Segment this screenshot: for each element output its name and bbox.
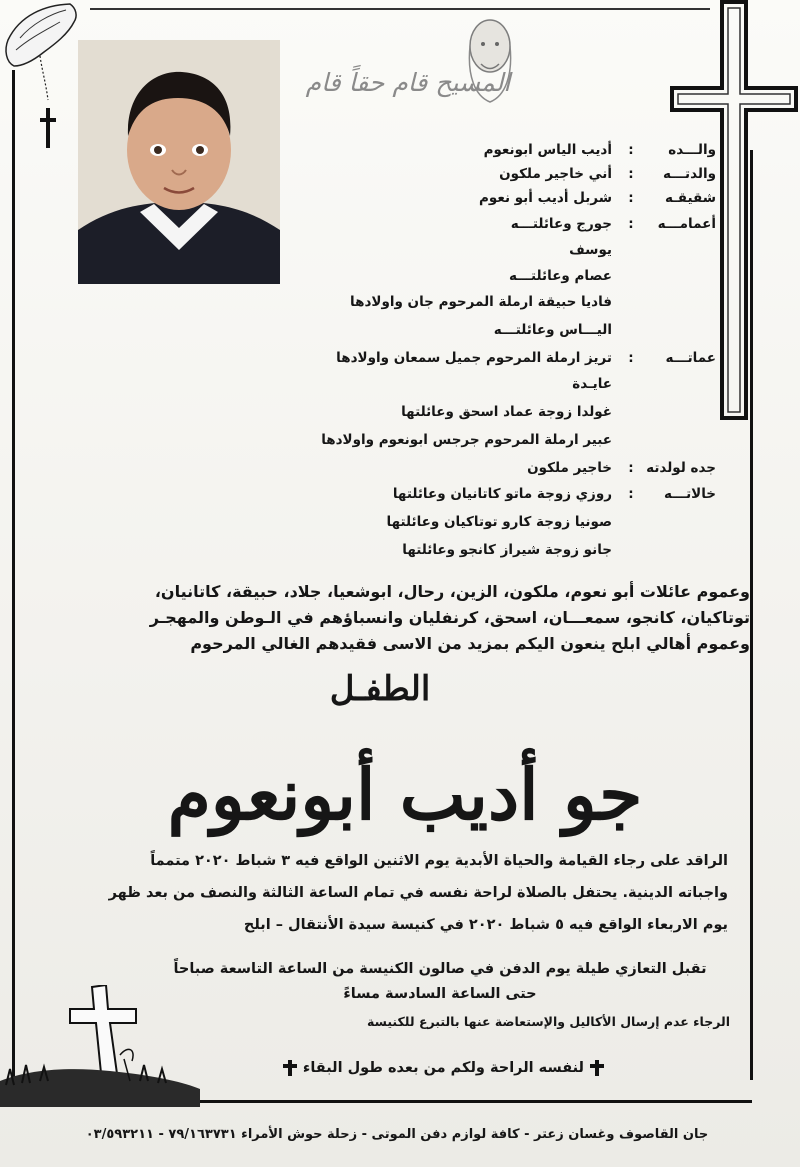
praying-hands-icon <box>0 0 90 164</box>
service-line: يوم الاربعاء الواقع فيه ٥ شباط ٢٠٢٠ في كنيسة سيدة الأنتقال – ابلح <box>243 917 728 933</box>
service-line: واجباته الدينية. يحتفل بالصلاة لراحة نفسه في تمام الساعة الثالثة والنصف من بعد ظهر <box>108 885 728 901</box>
funeral-service-details <box>40 845 728 941</box>
relative-name: خاجير ملكون <box>527 460 612 476</box>
relation-label: جده لولدته <box>646 460 716 476</box>
rosary-cross-icon <box>40 56 56 148</box>
relative-name: تريز ارملة المرحوم جميل سمعان واولادها <box>336 350 612 366</box>
condolences-line: تقبل التعازي طيلة يوم الدفن في صالون الكنيسة من الساعة التاسعة صباحاً <box>173 961 707 977</box>
relative-name: صونيا زوجة كارو توتاكيان وعائلتها <box>386 514 612 530</box>
relation-label: والـــده <box>668 142 716 158</box>
mourning-line: وعموم أهالي ابلح ينعون اليكم بمزيد من الاسى فقيدهم الغالي المرحوم <box>190 634 750 653</box>
relative-name: غولدا زوجة عماد اسحق وعائلتها <box>401 404 612 420</box>
small-cross-icon <box>283 1060 297 1076</box>
deceased-name: جو أديب أبونعوم <box>167 753 643 836</box>
condolences-line: حتى الساعة السادسة مساءً <box>343 986 537 1002</box>
relation-label: عماتـــه <box>665 350 716 366</box>
prayer-text: لنفسه الراحة ولكم من بعده طول البقاء <box>302 1060 584 1076</box>
closing-prayer <box>200 1060 604 1076</box>
top-rule <box>90 8 710 10</box>
relation-label: خالاتـــه <box>664 486 716 502</box>
relative-name: شربل أديب أبو نعوم <box>478 190 612 206</box>
relative-name: فاديا حبيقة ارملة المرحوم جان واولادها <box>350 294 612 310</box>
small-cross-icon <box>590 1060 604 1076</box>
frame-left-border <box>12 70 15 1100</box>
relation-label: والدتـــه <box>663 166 716 182</box>
mourning-families <box>40 579 750 657</box>
relative-name: عايـدة <box>572 376 612 392</box>
flowers-notice: الرجاء عدم إرسال الأكاليل والإستعاضة عنها بالتبرع للكنيسة <box>367 1014 730 1029</box>
relation-label: أعمامـــه <box>657 216 716 232</box>
relative-name: جورج وعائلتـــه <box>510 216 612 232</box>
relative-name: عبير ارملة المرحوم جرجس ابونعوم واولادها <box>321 432 612 448</box>
mourning-line: وعموم عائلات أبو نعوم، ملكون، الزين، رحال، ابوشعيا، جلاد، حبيقة، كاتانيان، <box>154 582 750 601</box>
relative-name: أني خاجير ملكون <box>499 166 612 182</box>
relative-name: يوسف <box>569 242 612 258</box>
relative-name: جانو زوجة شيراز كانجو وعائلتها <box>402 542 612 558</box>
funeral-home-footer: جان القاصوف وغسان زعتر - كافة لوازم دفن الموتى - زحلة حوش الأمراء ٧٩/١٦٣٧٣١ - ٠٣/٥٩٣٢١١ <box>85 1127 709 1142</box>
service-line: الراقد على رجاء القيامة والحياة الأبدية يوم الاثنين الواقع فيه ٣ شباط ٢٠٢٠ متمماً <box>150 853 728 869</box>
relative-name: عصام وعائلتـــه <box>509 268 612 284</box>
relation-label: شقيقـه <box>664 190 716 206</box>
condolences-info <box>150 957 730 1007</box>
relative-name: روزي زوجة ماتو كاتانيان وعائلتها <box>392 486 612 502</box>
relative-name: أديب الياس ابونعوم <box>483 142 612 158</box>
child-title: الطفـل <box>329 669 431 709</box>
grave-cross-icon <box>0 985 200 1111</box>
mourning-line: توتاكيان، كانجو، سمعـــان، اسحق، كرنفليان وانسباؤهم في الـوطن والمهجـر <box>149 608 750 627</box>
relative-name: اليـــاس وعائلتـــه <box>493 322 612 338</box>
deceased-photo <box>78 40 280 284</box>
easter-greeting: المسيح قام حقاً قام <box>305 68 511 97</box>
